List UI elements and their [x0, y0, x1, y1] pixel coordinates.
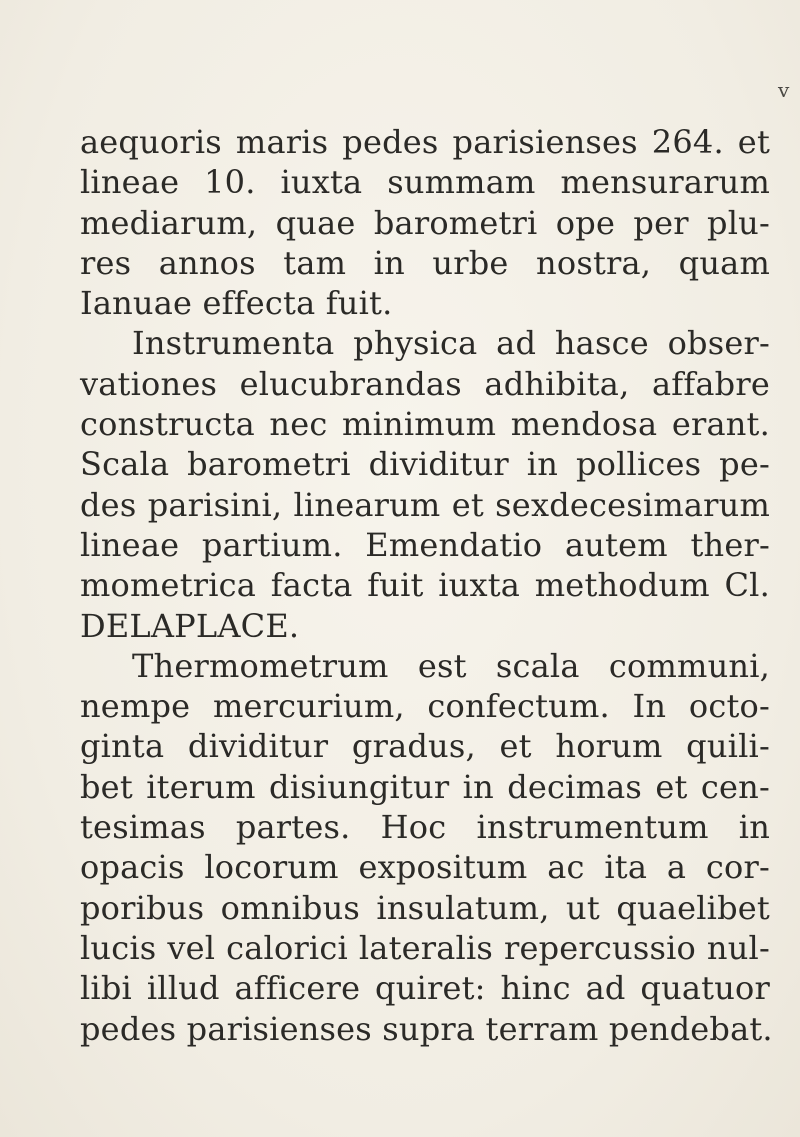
text-line-9: Scala barometri dividitur in pollices pe-	[80, 445, 770, 484]
body-text	[80, 122, 773, 1049]
text-line-20: poribus omnibus insulatum, ut quaelibet	[80, 888, 770, 927]
text-line-4: res annos tam in urbe nostra, quam	[80, 243, 770, 282]
text-line-19: opacis locorum expositum ac ita a cor-	[80, 848, 770, 887]
signature-mark: v	[778, 78, 790, 102]
text-line-18: tesimas partes. Hoc instrumentum in	[80, 808, 770, 847]
text-line-22: libi illud afficere quiret: hinc ad quatuor	[80, 969, 770, 1008]
text-line-3: mediarum, quae barometri ope per plu-	[80, 203, 770, 242]
text-line-13: DELAPLACE.	[80, 606, 300, 645]
text-line-23: pedes parisienses supra terram pendebat.	[80, 1009, 773, 1048]
text-line-8: constructa nec minimum mendosa erant.	[80, 405, 770, 444]
text-line-7: vationes elucubrandas adhibita, affabre	[80, 364, 770, 403]
text-line-5: Ianuae effecta fuit.	[80, 284, 393, 323]
text-line-21: lucis vel calorici lateralis repercussio nul-	[80, 928, 770, 967]
text-line-14: Thermometrum est scala communi,	[132, 646, 770, 685]
text-line-17: bet iterum disiungitur in decimas et cen-	[80, 767, 770, 806]
text-line-1: aequoris maris pedes parisienses 264. et	[80, 123, 770, 161]
text-line-15: nempe mercurium, confectum. In octo-	[80, 687, 770, 726]
text-line-16: ginta dividitur gradus, et horum quili-	[80, 727, 770, 766]
text-line-6: Instrumenta physica ad hasce obser-	[132, 324, 770, 363]
text-line-12: mometrica facta fuit iuxta methodum Cl.	[80, 566, 770, 605]
text-line-10: des parisini, linearum et sexdecesimarum	[80, 485, 770, 524]
text-line-2: lineae 10. iuxta summam mensurarum	[80, 163, 770, 202]
text-line-11: lineae partium. Emendatio autem ther-	[80, 525, 770, 564]
